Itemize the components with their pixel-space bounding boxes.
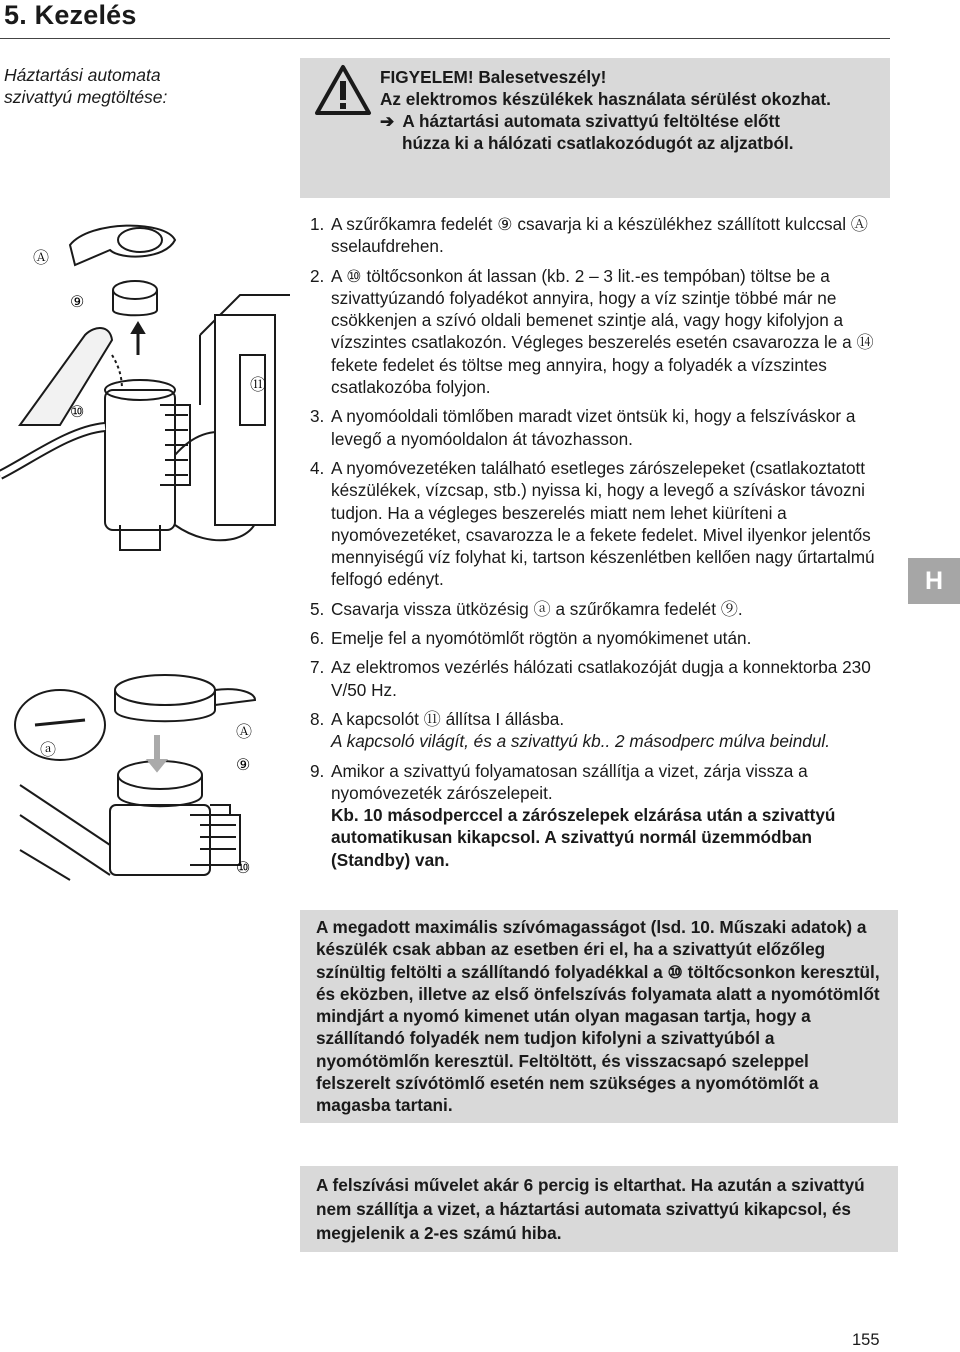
step-text: Az elektromos vezérlés hálózati csatlakozóját dugja a konnektorba 230 V/50 Hz. [331, 657, 871, 700]
step-text: A kapcsolót ⑪ állítsa I állásba. [331, 708, 565, 729]
warning-triangle-icon [314, 64, 372, 116]
step-7: 7. Az elektromos vezérlés hálózati csatlakozóját dugja a konnektorba 230 V/50 Hz. [310, 657, 871, 700]
warning-text [380, 66, 880, 154]
note-box-suction-time: A felszívási művelet akár 6 percig is eltarthat. Ha azután a szivattyú nem szállítja a vizet, a háztartási automata szivattyú kikapcsol, és megjelenik a 2-es számú hiba. [300, 1166, 898, 1252]
step-italic-note: A kapcsoló világít, és a szivattyú kb.. 2 másodperc múlva beindul. [331, 731, 830, 752]
warning-line-1: FIGYELEM! Balesetveszély! [380, 67, 607, 87]
steps-list [310, 213, 890, 878]
step-2: 2. A ⑩ töltőcsonkon át lassan (kb. 2 – 3 lit.-es tempóban) töltse be a szivattyúzandó folyadékot annyira, hogy a víz szintje többé már ne csökkenjen a szívó oldali bemenet szintje alá, vagy hogy kifolyjon a vízszintes csatlakozón. Végleges beszerelés esetén csavarozza le a ⑭ fekete fedelet és töltse meg annyira, hogy a folyadék a vízszintes csatlakozóba folyjon. [310, 265, 874, 398]
pump-filling-figure [0, 205, 290, 565]
step-text: A ⑩ töltőcsonkon át lassan (kb. 2 – 3 lit.-es tempóban) töltse be a szivattyúzandó folyadékot annyira, hogy a víz szintje többé már ne csökkenjen a szívó oldali bemenet szintje alá, vagy hogy kifolyjon a vízszintes csatlakozón. Végleges beszerelés esetén csavarozza le a ⑭ fekete fedelet és töltse meg annyira, hogy a folyadék a vízszintes csatlakozóba folyjon. [331, 265, 874, 398]
warning-box [300, 58, 890, 198]
header-divider [0, 38, 890, 39]
arrow-icon: ➔ [380, 111, 395, 131]
step-9: 9. Amikor a szivattyú folyamatosan szállítja a vizet, zárja vissza a nyomóvezeték zárószelepeit. Kb. 10 másodperccel a zárószelepek elzárása után a szivattyú automatikusan kikapcsol. A szivattyú normál üzemmódban (Standby) van. [310, 760, 890, 871]
step-text: A nyomóvezetéken található esetleges zárószelepeket (csatlakoztatott készülékek, vízcsap, stb.) nyissa ki, hogy a levegő a szíváskor távozni tudjon. Ha a végleges beszerelés miatt nem lehet kiüríteni a nyomóvezetéket, csavarozza le a fekete fedelet. Mivel ilyenkor jelentős mennyiségű víz folyhat ki, tartson készenlétben kellően nagy űrtartalmú felfogó edényt. [331, 457, 875, 590]
step-3: 3. A nyomóoldali tömlőben maradt vizet öntsük ki, hogy a felszíváskor a levegő a nyomóoldalon át távozhasson. [310, 406, 856, 449]
page-number: 155 [852, 1331, 880, 1349]
step-8: 8. A kapcsolót ⑪ állítsa I állásba. A kapcsoló világít, és a szivattyú kb.. 2 másodperc múlva beindul. [310, 708, 890, 753]
step-1: 1. A szűrőkamra fedelét ⑨ csavarja ki a készülékhez szállított kulccsal Ⓐ sselaufdrehen. [310, 214, 868, 257]
step-text: Csavarja vissza ütközésig ⓐ a szűrőkamra fedelét ⑨. [331, 598, 743, 619]
side-label: Háztartási automata szivattyú megtöltése: [4, 65, 168, 107]
note-box-suction-height: A megadott maximális szívómagasságot (lsd. 10. Műszaki adatok) a készülék csak abban az esetben éri el, ha a szivattyút előzőleg színültig feltölti a szállítandó folyadékkal a ⑩ töltőcsonkon keresztül, és eközben, illetve az első önfelszívás folyamata alatt a nyomótömlőt mindjárt a nyomó kimenet után olyan magasan tartja, hogy a szállítandó folyadék nem tudjon kifolyni a szivattyúból a nyomótömlőn keresztül. Feltöltött, és visszacsapó szeleppel felszerelt szívótömlő esetén nem szükséges a nyomótömlőt a magasba tartani. [300, 910, 898, 1123]
warning-line-2: Az elektromos készülékek használata sérülést okozhat. [380, 89, 831, 109]
step-text: A szűrőkamra fedelét ⑨ csavarja ki a készülékhez szállított kulccsal Ⓐ sselaufdrehen. [331, 214, 868, 257]
label-11: ⑪ [250, 377, 267, 394]
step-text: A nyomóoldali tömlőben maradt vizet öntsük ki, hogy a felszíváskor a levegő a nyomóoldalon át távozhasson. [331, 406, 856, 449]
step-6: 6. Emelje fel a nyomótömlőt rögtön a nyomókimenet után. [310, 628, 752, 649]
language-tab: H [908, 558, 960, 604]
step-4: 4. A nyomóvezetéken található esetleges zárószelepeket (csatlakoztatott készülékek, vízcsap, stb.) nyissa ki, hogy a levegő a szíváskor távozni tudjon. Ha a végleges beszerelés miatt nem lehet kiüríteni a nyomóvezetéket, csavarozza le a fekete fedelet. Mivel ilyenkor jelentős mennyiségű víz folyhat ki, tartson készenlétben kellően nagy űrtartalmú felfogó edényt. [310, 457, 875, 590]
step-text: Emelje fel a nyomótömlőt rögtön a nyomókimenet után. [331, 628, 752, 649]
label-10: ⑩ [236, 860, 251, 877]
warning-line-3: A háztartási automata szivattyú feltöltése előtt [402, 111, 780, 131]
warning-line-4: húzza ki a hálózati csatlakozódugót az aljzatból. [402, 133, 794, 153]
label-A: Ⓐ [236, 724, 253, 741]
label-9: ⑨ [236, 757, 251, 774]
label-A: Ⓐ [33, 250, 50, 267]
label-10: ⑩ [70, 404, 85, 421]
section-title: 5. Kezelés [4, 0, 137, 30]
step-5: 5. Csavarja vissza ütközésig ⓐ a szűrőkamra fedelét ⑨. [310, 598, 743, 619]
label-a: ⓐ [40, 742, 57, 759]
filter-cover-figure [0, 665, 290, 890]
label-9: ⑨ [70, 294, 85, 311]
step-bold-note: Kb. 10 másodperccel a zárószelepek elzárása után a szivattyú automatikusan kikapcsol. A szivattyú normál üzemmódban (Standby) van. [331, 805, 836, 870]
step-text: Amikor a szivattyú folyamatosan szállítja a vizet, zárja vissza a nyomóvezeték zárószelepeit. [331, 760, 808, 803]
